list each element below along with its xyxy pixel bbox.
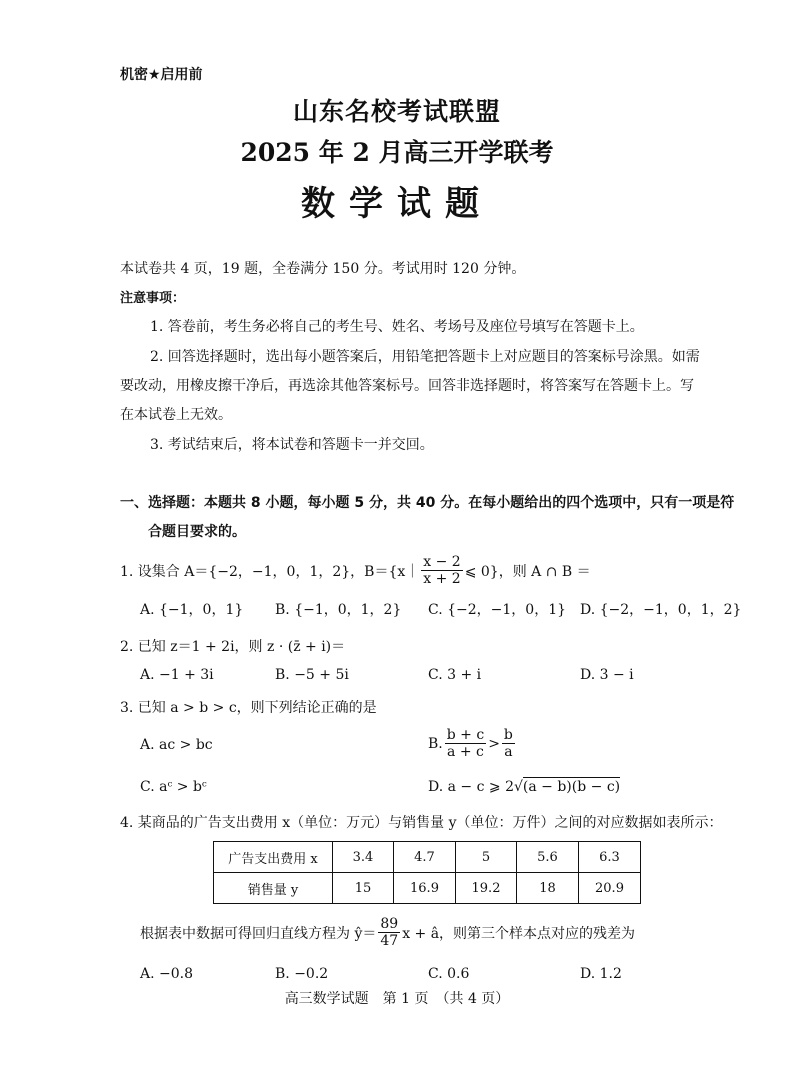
q4-regression-end: x + â，则第三个样本点对应的残差为 — [402, 925, 636, 942]
exam-union-title: 山东名校考试联盟 — [292, 97, 501, 126]
q2-option-b[interactable]: B. −5 + 5i — [275, 667, 349, 683]
question-4-stem: 4. 某商品的广告支出费用 x（单位：万元）与销售量 y（单位：万件）之间的对应数据如表所示： — [120, 815, 723, 831]
q1-option-a[interactable]: A. {−1，0，1} — [140, 602, 244, 618]
q3-option-b-fraction-2 — [502, 727, 515, 760]
q4-option-d[interactable]: D. 1.2 — [580, 966, 622, 982]
q3-option-b-label: B. — [428, 735, 443, 752]
question-1-stem — [120, 554, 591, 587]
exam-date-title: 2025 年 2 月高三开学联考 — [240, 138, 554, 167]
exam-intro: 本试卷共 4 页，19 题，全卷满分 150 分。考试用时 120 分钟。 — [120, 261, 526, 277]
q3-option-b[interactable] — [428, 727, 517, 760]
q2-option-c[interactable]: C. 3 + i — [428, 667, 482, 683]
table-cell: 16.9 — [394, 873, 456, 904]
q3-b-frac1-numerator: b + c — [446, 727, 485, 743]
table-cell: 4.7 — [394, 842, 456, 873]
q4-reg-numerator: 89 — [380, 916, 399, 932]
q4-regression-line — [140, 916, 635, 949]
table-row — [214, 873, 641, 904]
q3-option-d[interactable] — [428, 779, 620, 795]
table-cell: 3.4 — [333, 842, 394, 873]
q1-fraction-denominator: x + 2 — [423, 571, 461, 588]
notes-heading: 注意事项： — [120, 291, 186, 306]
question-3-stem: 3. 已知 a > b > c，则下列结论正确的是 — [120, 700, 377, 716]
q4-reg-denominator: 47 — [380, 933, 399, 950]
q3-b-frac2-denominator: a — [504, 744, 513, 761]
data-table — [213, 841, 641, 904]
sqrt-sign-icon: √ — [513, 779, 523, 795]
q3-option-d-text: D. a − c ⩾ 2 — [428, 779, 514, 795]
table-cell: 20.9 — [579, 873, 641, 904]
q3-option-d-radicand: (a − b)(b − c) — [522, 779, 621, 795]
table-cell: 5 — [456, 842, 517, 873]
q3-option-a[interactable]: A. ac > bc — [140, 737, 213, 753]
page-footer: 高三数学试题 第 1 页 （共 4 页） — [284, 991, 510, 1007]
table-cell: 18 — [517, 873, 579, 904]
table-row-header-x: 广告支出费用 x — [214, 842, 333, 873]
note-2-line-2: 要改动，用橡皮擦干净后，再选涂其他答案标号。回答非选择题时，将答案写在答题卡上。写 — [120, 378, 694, 394]
q2-option-a[interactable]: A. −1 + 3i — [140, 667, 214, 683]
table-row-header-y: 销售量 y — [214, 873, 333, 904]
q3-option-b-operator: > — [488, 735, 500, 752]
table-cell: 19.2 — [456, 873, 517, 904]
q1-stem-start: 1. 设集合 A＝{−2，−1，0，1，2}，B＝{x｜ — [120, 563, 420, 580]
section-heading-line-2: 合题目要求的。 — [148, 524, 246, 540]
q1-option-d[interactable]: D. {−2，−1，0，1，2} — [580, 602, 742, 618]
confidential-label: 机密★启用前 — [120, 67, 203, 83]
q4-option-b[interactable]: B. −0.2 — [275, 966, 329, 982]
q2-option-d[interactable]: D. 3 − i — [580, 667, 634, 683]
q4-option-c[interactable]: C. 0.6 — [428, 966, 470, 982]
q1-fraction — [421, 554, 462, 587]
note-3: 3. 考试结束后，将本试卷和答题卡一并交回。 — [150, 437, 434, 453]
note-1: 1. 答卷前，考生务必将自己的考生号、姓名、考场号及座位号填写在答题卡上。 — [150, 319, 644, 335]
table-row — [214, 842, 641, 873]
q1-fraction-numerator: x − 2 — [423, 554, 461, 570]
q4-option-a[interactable]: A. −0.8 — [140, 966, 194, 982]
q3-b-frac2-numerator: b — [503, 727, 513, 743]
q1-option-c[interactable]: C. {−2，−1，0，1} — [428, 602, 567, 618]
note-2-line-3: 在本试卷上无效。 — [120, 407, 232, 423]
note-2-line-1: 2. 回答选择题时，选出每小题答案后，用铅笔把答题卡上对应题目的答案标号涂黑。如需 — [150, 349, 700, 365]
q3-b-frac1-denominator: a + c — [447, 744, 484, 761]
q1-stem-end: ⩽ 0}，则 A ∩ B ＝ — [464, 563, 591, 580]
table-cell: 15 — [333, 873, 394, 904]
q4-regression-start: 根据表中数据可得回归直线方程为 ŷ＝ — [140, 925, 377, 942]
subject-title: 数学试题 — [301, 184, 493, 224]
q4-regression-fraction — [378, 916, 400, 949]
section-heading-line-1: 一、选择题：本题共 8 小题，每小题 5 分，共 40 分。在每小题给出的四个选项中，只有一项是符 — [120, 495, 735, 511]
q3-option-b-fraction-1 — [445, 727, 486, 760]
question-2-stem: 2. 已知 z＝1 + 2i，则 z · (z̄ + i)＝ — [120, 639, 346, 655]
table-cell: 5.6 — [517, 842, 579, 873]
q3-option-c[interactable]: C. aᶜ > bᶜ — [140, 779, 207, 795]
q1-option-b[interactable]: B. {−1，0，1，2} — [275, 602, 402, 618]
table-cell: 6.3 — [579, 842, 641, 873]
